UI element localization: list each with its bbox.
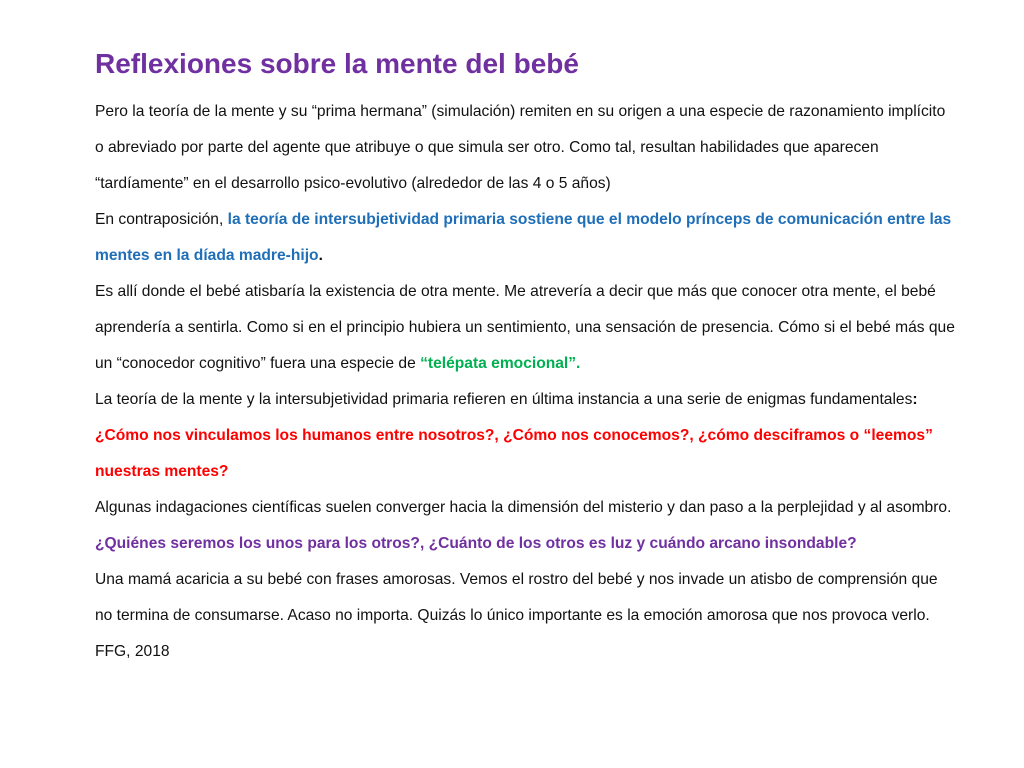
slide-body: [95, 94, 955, 670]
blue-highlight-text: la teoría de intersubjetividad primaria sostiene que el modelo prínceps de comunicación entre las mentes en la díada madre-hijo: [95, 211, 952, 264]
slide-title: Reflexiones sobre la mente del bebé: [95, 48, 579, 79]
paragraph-intro-text: En contraposición,: [95, 211, 228, 228]
paragraph-mystery: [95, 490, 955, 562]
paragraph-telepathy: [95, 274, 955, 382]
paragraph-mother-baby: Una mamá acaricia a su bebé con frases amorosas. Vemos el rostro del bebé y nos invade un atisbo de comprensión que no termina de consumarse. Acaso no importa. Quizás lo único importante es la emoción amorosa que nos provoca verlo.: [95, 571, 938, 624]
paragraph-text: Es allí donde el bebé atisbaría la existencia de otra mente. Me atrevería a decir que más que conocer otra mente, el bebé aprendería a sentirla. Como si en el principio hubiera un sentimiento, una sensación de presencia. Cómo si el bebé más que un “conocedor cognitivo” fuera una especie de: [95, 283, 955, 372]
purple-question-text: ¿Quiénes seremos los unos para los otros?, ¿Cuánto de los otros es luz y cuándo arcano insondable?: [95, 535, 857, 552]
red-question-text: ¿Cómo nos vinculamos los humanos entre nosotros?, ¿Cómo nos conocemos?, ¿cómo desciframos o “leemos” nuestras mentes?: [95, 427, 933, 480]
colon-text: :: [912, 391, 918, 408]
signature: FFG, 2018: [95, 643, 170, 660]
paragraph-intersubjectivity: [95, 202, 955, 274]
paragraph-text: La teoría de la mente y la intersubjetividad primaria refieren en última instancia a una serie de enigmas fundamentales: [95, 391, 913, 408]
green-highlight-text: “telépata emocional”.: [420, 355, 581, 372]
paragraph-text: Algunas indagaciones científicas suelen converger hacia la dimensión del misterio y dan paso a la perplejidad y al asombro.: [95, 499, 952, 516]
paragraph-theory-of-mind: Pero la teoría de la mente y su “prima hermana” (simulación) remiten en su origen a una especie de razonamiento implícito o abreviado por parte del agente que atribuye o que simula ser otro. Como tal, resultan habilidades que aparecen “tardíamente” en el desarrollo psico-evolutivo (alrededor de las 4 o 5 años): [95, 103, 946, 192]
paragraph-enigmas: [95, 382, 955, 490]
paragraph-end-period: .: [318, 247, 323, 264]
